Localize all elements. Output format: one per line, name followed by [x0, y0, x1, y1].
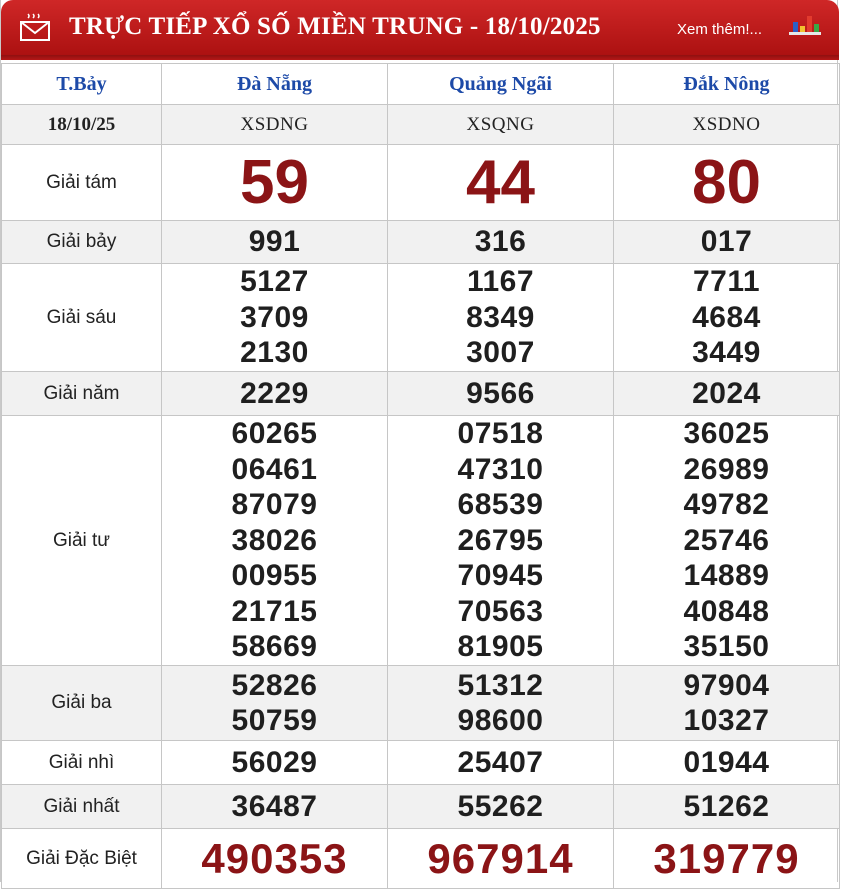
prize-number: 68539 [457, 488, 544, 522]
prize-number: 51262 [614, 785, 840, 829]
prize-number: 7711 [692, 265, 761, 299]
prize-number: 8349 [466, 300, 535, 334]
see-more-link[interactable]: Xem thêm!... [677, 21, 763, 38]
prize-number: 50759 [231, 704, 318, 737]
special-prize-number: 490353 [162, 829, 388, 889]
prize-number: 2024 [614, 372, 840, 416]
page-title: TRỰC TIẾP XỔ SỐ MIỀN TRUNG - 18/10/2025 [69, 13, 601, 40]
prize-label: Giải ba [2, 666, 162, 741]
table-header-row [2, 64, 840, 105]
code-row [2, 105, 840, 145]
prize-row-giai-nhat [2, 785, 840, 829]
prize-number: 316 [388, 221, 614, 264]
prize-number: 10327 [683, 704, 770, 737]
prize-number: 5127 [240, 265, 309, 299]
prize-row-giai-ba [2, 666, 840, 741]
prize-row-giai-sau [2, 264, 840, 372]
prize-number: 25746 [683, 523, 770, 557]
prize-number: 70563 [457, 594, 544, 628]
prize-number: 9566 [388, 372, 614, 416]
mail-icon [19, 12, 51, 42]
prize-number: 35150 [683, 630, 770, 664]
prize-number: 991 [162, 221, 388, 264]
prize-cell [388, 666, 614, 741]
province-header-quang-ngai[interactable]: Quảng Ngãi [388, 64, 614, 105]
prize-number: 26795 [457, 523, 544, 557]
prize-row-giai-tam [2, 145, 840, 221]
prize-number: 70945 [457, 559, 544, 593]
prize-number: 60265 [231, 417, 318, 451]
prize-number: 2130 [240, 336, 309, 370]
province-header-da-nang[interactable]: Đà Nẵng [162, 64, 388, 105]
prize-number: 59 [162, 145, 388, 221]
prize-number: 44 [388, 145, 614, 221]
province-code: XSDNO [614, 105, 840, 145]
panel-header [1, 0, 839, 60]
province-code: XSDNG [162, 105, 388, 145]
prize-number: 49782 [683, 488, 770, 522]
prize-number: 40848 [683, 594, 770, 628]
prize-number: 26989 [683, 452, 770, 486]
province-code: XSQNG [388, 105, 614, 145]
prize-label: Giải năm [2, 372, 162, 416]
prize-number: 2229 [162, 372, 388, 416]
prize-row-giai-nam [2, 372, 840, 416]
prize-number: 017 [614, 221, 840, 264]
prize-row-giai-nhi [2, 741, 840, 785]
prize-number: 80 [614, 145, 840, 221]
prize-cell [388, 264, 614, 372]
prize-number: 55262 [388, 785, 614, 829]
prize-number: 36025 [683, 417, 770, 451]
prize-number: 1167 [466, 265, 535, 299]
prize-cell [162, 264, 388, 372]
prize-label: Giải tư [2, 416, 162, 666]
special-prize-number: 967914 [388, 829, 614, 889]
prize-label: Giải nhất [2, 785, 162, 829]
prize-number: 21715 [231, 594, 318, 628]
prize-row-giai-tu [2, 416, 840, 666]
prize-number: 3709 [240, 300, 309, 334]
prize-label: Giải Đặc Biệt [2, 829, 162, 889]
prize-label: Giải sáu [2, 264, 162, 372]
prize-cell [614, 666, 840, 741]
prize-number: 06461 [231, 452, 318, 486]
prize-cell [614, 264, 840, 372]
prize-number: 00955 [231, 559, 318, 593]
prize-row-giai-bay [2, 221, 840, 264]
prize-label: Giải bảy [2, 221, 162, 264]
prize-number: 52826 [231, 668, 318, 702]
prize-cell [614, 416, 840, 666]
prize-cell [388, 416, 614, 666]
prize-number: 01944 [614, 741, 840, 785]
prize-number: 25407 [388, 741, 614, 785]
prize-cell [162, 416, 388, 666]
prize-number: 07518 [457, 417, 544, 451]
prize-number: 51312 [457, 668, 544, 702]
prize-number: 47310 [457, 452, 544, 486]
draw-date: 18/10/25 [2, 105, 162, 145]
prize-number: 36487 [162, 785, 388, 829]
prize-number: 87079 [231, 488, 318, 522]
prize-number: 98600 [457, 704, 544, 737]
prize-number: 14889 [683, 559, 770, 593]
prize-row-giai-dac-biet [2, 829, 840, 889]
prize-number: 81905 [457, 630, 544, 664]
prize-number: 38026 [231, 523, 318, 557]
lottery-results-table [1, 63, 840, 889]
province-header-dak-nong[interactable]: Đắk Nông [614, 64, 840, 105]
prize-number: 4684 [692, 300, 761, 334]
prize-cell [162, 666, 388, 741]
prize-number: 56029 [162, 741, 388, 785]
prize-number: 97904 [683, 668, 770, 702]
bar-chart-icon[interactable] [787, 10, 823, 40]
prize-number: 3449 [692, 336, 761, 370]
prize-label: Giải tám [2, 145, 162, 221]
prize-number: 3007 [466, 336, 535, 370]
prize-label: Giải nhì [2, 741, 162, 785]
prize-number: 58669 [231, 630, 318, 664]
weekday-cell: T.Bảy [2, 64, 162, 105]
special-prize-number: 319779 [614, 829, 840, 889]
